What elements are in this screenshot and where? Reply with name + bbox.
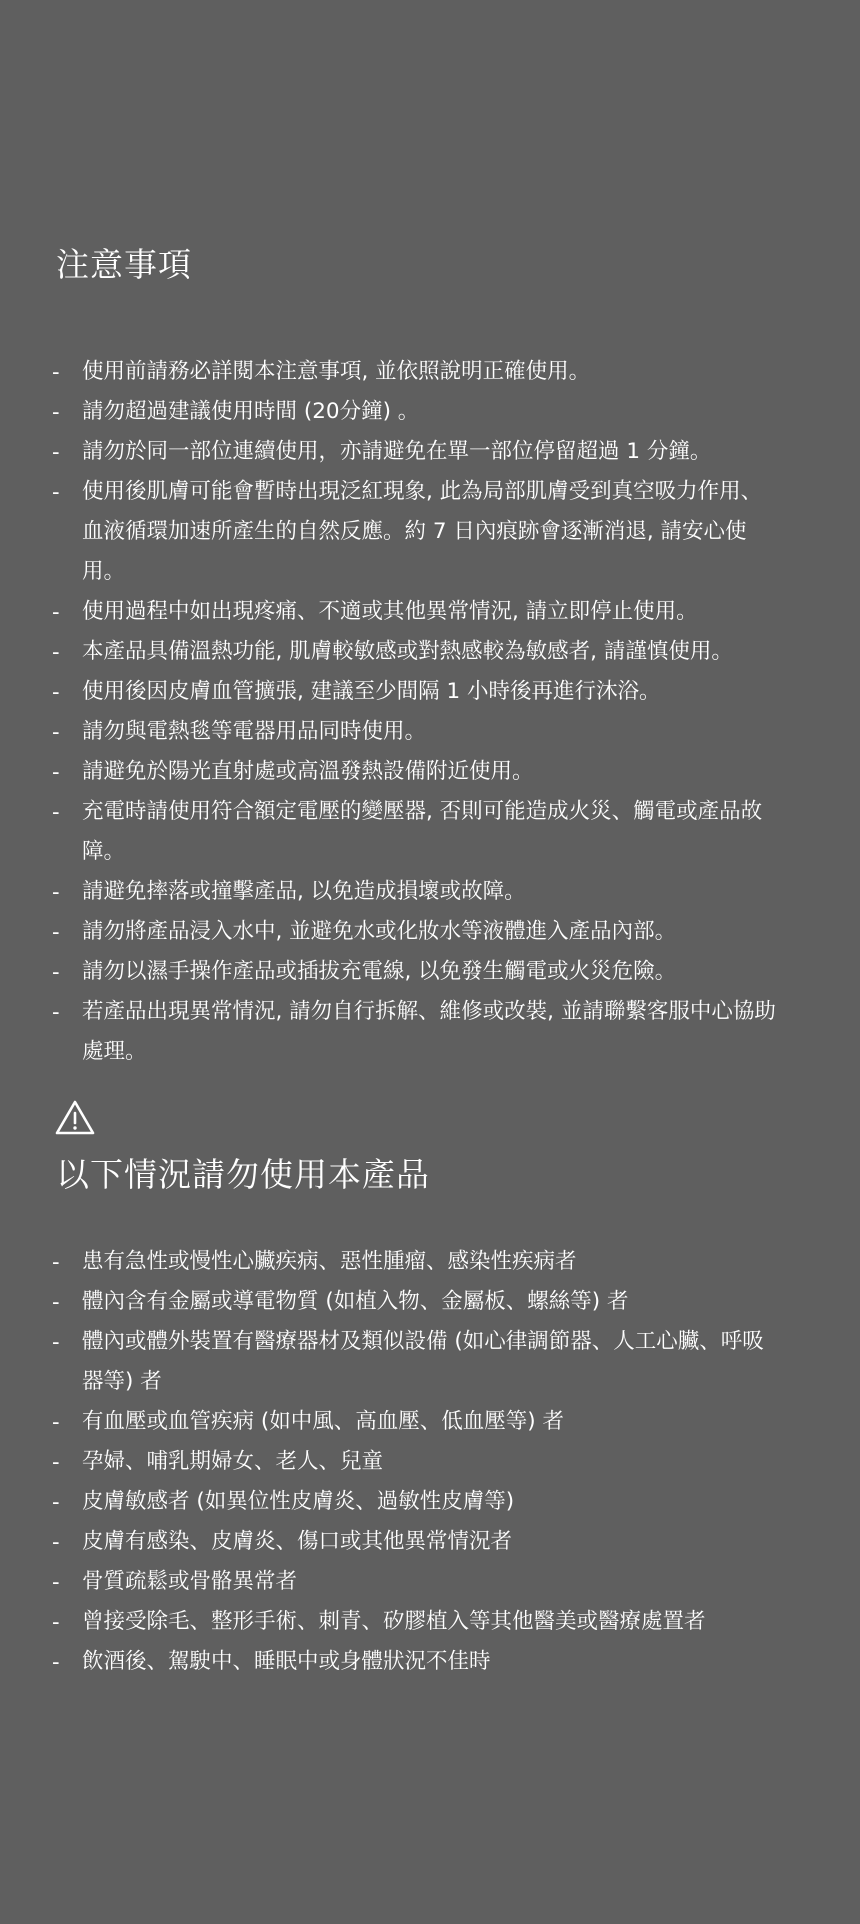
list-dash: - <box>52 1530 60 1554</box>
list-dash: - <box>52 440 60 464</box>
list-dash: - <box>52 760 60 784</box>
list-item <box>0 392 860 432</box>
list-item <box>0 632 860 672</box>
list-item-text: 孕婦、哺乳期婦女、老人、兒童 <box>82 1449 384 1474</box>
list-item-text: 患有急性或慢性心臟疾病、惡性腫瘤、感染性疾病者 <box>82 1249 577 1274</box>
list-item-text: 請勿以濕手操作產品或插拔充電線, 以免發生觸電或火災危險。 <box>82 959 677 984</box>
list-dash: - <box>52 800 60 824</box>
list-item <box>0 752 860 792</box>
list-dash: - <box>52 480 60 504</box>
list-item <box>0 912 860 952</box>
contraindications-list <box>0 1242 860 1682</box>
list-dash: - <box>52 640 60 664</box>
contraindications-section <box>0 1098 860 1682</box>
list-dash: - <box>52 880 60 904</box>
precautions-section <box>0 238 860 1072</box>
list-dash: - <box>52 680 60 704</box>
list-item <box>0 992 860 1072</box>
list-item-text: 使用後肌膚可能會暫時出現泛紅現象, 此為局部肌膚受到真空吸力作用、血液循環加速所產生的自然反應。約 7 日內痕跡會逐漸消退, 請安心使用。 <box>82 479 763 584</box>
precautions-title: 注意事項 <box>56 245 192 284</box>
list-item-text: 骨質疏鬆或骨骼異常者 <box>82 1569 298 1594</box>
list-item-text: 有血壓或血管疾病 (如中風、高血壓、低血壓等) 者 <box>82 1409 564 1434</box>
list-item <box>0 1242 860 1282</box>
list-dash: - <box>52 1450 60 1474</box>
list-item-text: 飲酒後、駕駛中、睡眠中或身體狀況不佳時 <box>82 1649 491 1674</box>
list-item <box>0 1402 860 1442</box>
list-dash: - <box>52 1570 60 1594</box>
list-dash: - <box>52 1650 60 1674</box>
list-item-text: 皮膚敏感者 (如異位性皮膚炎、過敏性皮膚等) <box>82 1489 515 1514</box>
list-dash: - <box>52 1490 60 1514</box>
list-item <box>0 1642 860 1682</box>
warning-triangle-icon <box>54 1098 96 1138</box>
list-item-text: 請避免於陽光直射處或高溫發熱設備附近使用。 <box>82 759 534 784</box>
list-dash: - <box>52 1000 60 1024</box>
list-item <box>0 872 860 912</box>
list-item <box>0 1282 860 1322</box>
list-item-text: 請勿於同一部位連續使用，亦請避免在單一部位停留超過 1 分鐘。 <box>82 439 712 464</box>
list-item <box>0 1442 860 1482</box>
list-item <box>0 352 860 392</box>
contraindications-title: 以下情況請勿使用本產品 <box>56 1155 430 1194</box>
list-dash: - <box>52 1610 60 1634</box>
list-item-text: 請避免摔落或撞擊產品, 以免造成損壞或故障。 <box>82 879 526 904</box>
list-item <box>0 1322 860 1402</box>
list-item-text: 本產品具備溫熱功能, 肌膚較敏感或對熱感較為敏感者, 請謹慎使用。 <box>82 639 733 664</box>
list-item <box>0 592 860 632</box>
list-dash: - <box>52 720 60 744</box>
list-item-text: 體內或體外裝置有醫療器材及類似設備 (如心律調節器、人工心臟、呼吸器等) 者 <box>82 1329 764 1394</box>
list-dash: - <box>52 1290 60 1314</box>
list-item-text: 請勿超過建議使用時間 (20分鐘) 。 <box>82 399 420 424</box>
list-item-text: 體內含有金屬或導電物質 (如植入物、金屬板、螺絲等) 者 <box>82 1289 629 1314</box>
list-item-text: 請勿與電熱毯等電器用品同時使用。 <box>82 719 427 744</box>
precautions-list <box>0 352 860 1072</box>
list-item <box>0 952 860 992</box>
list-item-text: 請勿將產品浸入水中, 並避免水或化妝水等液體進入產品內部。 <box>82 919 677 944</box>
list-dash: - <box>52 1330 60 1354</box>
list-item <box>0 1522 860 1562</box>
list-item <box>0 672 860 712</box>
list-item-text: 若產品出現異常情況, 請勿自行拆解、維修或改裝, 並請聯繫客服中心協助處理。 <box>82 999 776 1064</box>
list-item-text: 皮膚有感染、皮膚炎、傷口或其他異常情況者 <box>82 1529 513 1554</box>
list-item <box>0 472 860 592</box>
list-dash: - <box>52 600 60 624</box>
list-dash: - <box>52 960 60 984</box>
list-item-text: 曾接受除毛、整形手術、刺青、矽膠植入等其他醫美或醫療處置者 <box>82 1609 706 1634</box>
list-dash: - <box>52 400 60 424</box>
list-dash: - <box>52 1250 60 1274</box>
list-dash: - <box>52 360 60 384</box>
list-item-text: 使用前請務必詳閱本注意事項, 並依照說明正確使用。 <box>82 359 591 384</box>
list-item <box>0 1562 860 1602</box>
list-item <box>0 432 860 472</box>
list-item <box>0 1602 860 1642</box>
list-dash: - <box>52 1410 60 1434</box>
list-item <box>0 792 860 872</box>
list-item-text: 充電時請使用符合額定電壓的變壓器, 否則可能造成火災、觸電或產品故障。 <box>82 799 763 864</box>
list-item-text: 使用過程中如出現疼痛、不適或其他異常情況, 請立即停止使用。 <box>82 599 698 624</box>
list-item <box>0 712 860 752</box>
list-item <box>0 1482 860 1522</box>
list-dash: - <box>52 920 60 944</box>
list-item-text: 使用後因皮膚血管擴張, 建議至少間隔 1 小時後再進行沐浴。 <box>82 679 661 704</box>
